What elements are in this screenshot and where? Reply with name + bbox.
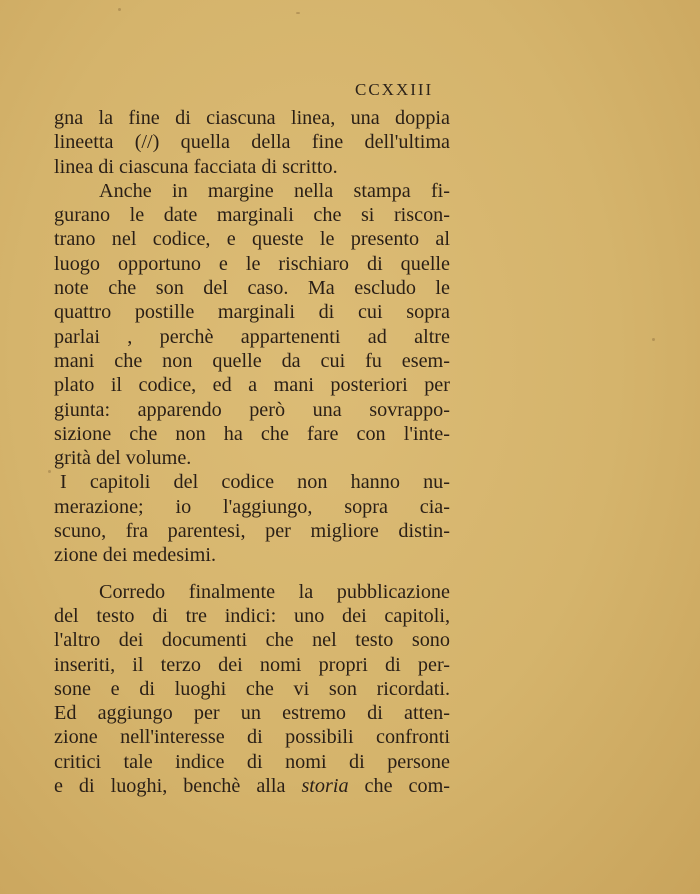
text-line: Ed aggiungo per un estremo di atten- bbox=[54, 702, 450, 725]
text-line: parlai , perchè appartenenti ad altre bbox=[54, 325, 450, 348]
text-line: note che son del caso. Ma escludo le bbox=[54, 277, 450, 300]
text-line: e di luoghi, benchè alla storia che com- bbox=[54, 775, 450, 798]
text-line: lineetta (//) quella della fine dell'ultima bbox=[54, 131, 450, 154]
body-text bbox=[54, 106, 450, 798]
paragraph-2 bbox=[54, 179, 450, 471]
text-line: giunta: apparendo però una sovrappo- bbox=[54, 398, 450, 421]
paragraph-spacing bbox=[54, 568, 450, 580]
text-line: gna la fine di ciascuna linea, una doppia bbox=[54, 107, 450, 129]
text-line: Corredo finalmente la pubblicazione bbox=[99, 580, 450, 603]
paragraph-4 bbox=[54, 580, 450, 799]
text-line: sizione che non ha che fare con l'inte- bbox=[54, 422, 450, 445]
paper-speck bbox=[48, 470, 51, 473]
text-line: I capitoli del codice non hanno nu- bbox=[60, 471, 450, 494]
text-line: mani che non quelle da cui fu esem- bbox=[54, 349, 450, 372]
text-line: trano nel codice, e queste le presento al bbox=[54, 228, 450, 251]
text-line: critici tale indice di nomi di persone bbox=[54, 750, 450, 773]
paragraph-3 bbox=[54, 470, 450, 567]
text-line: scuno, fra parentesi, per migliore distin- bbox=[54, 520, 450, 543]
paper-speck bbox=[118, 8, 121, 11]
text-line: zione dei medesimi. bbox=[54, 544, 217, 567]
text-line: quattro postille marginali di cui sopra bbox=[54, 301, 450, 324]
paper-speck bbox=[296, 12, 300, 14]
emphasized-word: storia bbox=[301, 775, 349, 798]
text-line: plato il codice, ed a mani posteriori per bbox=[54, 374, 450, 397]
text-line: inseriti, il terzo dei nomi propri di per- bbox=[54, 653, 450, 676]
text-line: linea di ciascuna facciata di scritto. bbox=[54, 155, 338, 178]
paper-speck bbox=[652, 338, 655, 341]
text-line: grità del volume. bbox=[54, 447, 192, 470]
running-head: CCXXIII bbox=[355, 80, 434, 99]
text-line: sone e di luoghi che vi son ricordati. bbox=[54, 677, 450, 700]
text-line: Anche in margine nella stampa fi- bbox=[99, 179, 450, 202]
text-line: zione nell'interesse di possibili confronti bbox=[54, 726, 450, 749]
text-line: gurano le date marginali che si riscon- bbox=[54, 204, 450, 227]
paragraph-1 bbox=[54, 106, 450, 179]
text-line: merazione; io l'aggiungo, sopra cia- bbox=[54, 495, 450, 518]
text-line: luogo opportuno e le rischiaro di quelle bbox=[54, 252, 450, 275]
text-line: l'altro dei documenti che nel testo sono bbox=[54, 629, 450, 652]
text-line: del testo di tre indici: uno dei capitoli, bbox=[54, 604, 450, 627]
